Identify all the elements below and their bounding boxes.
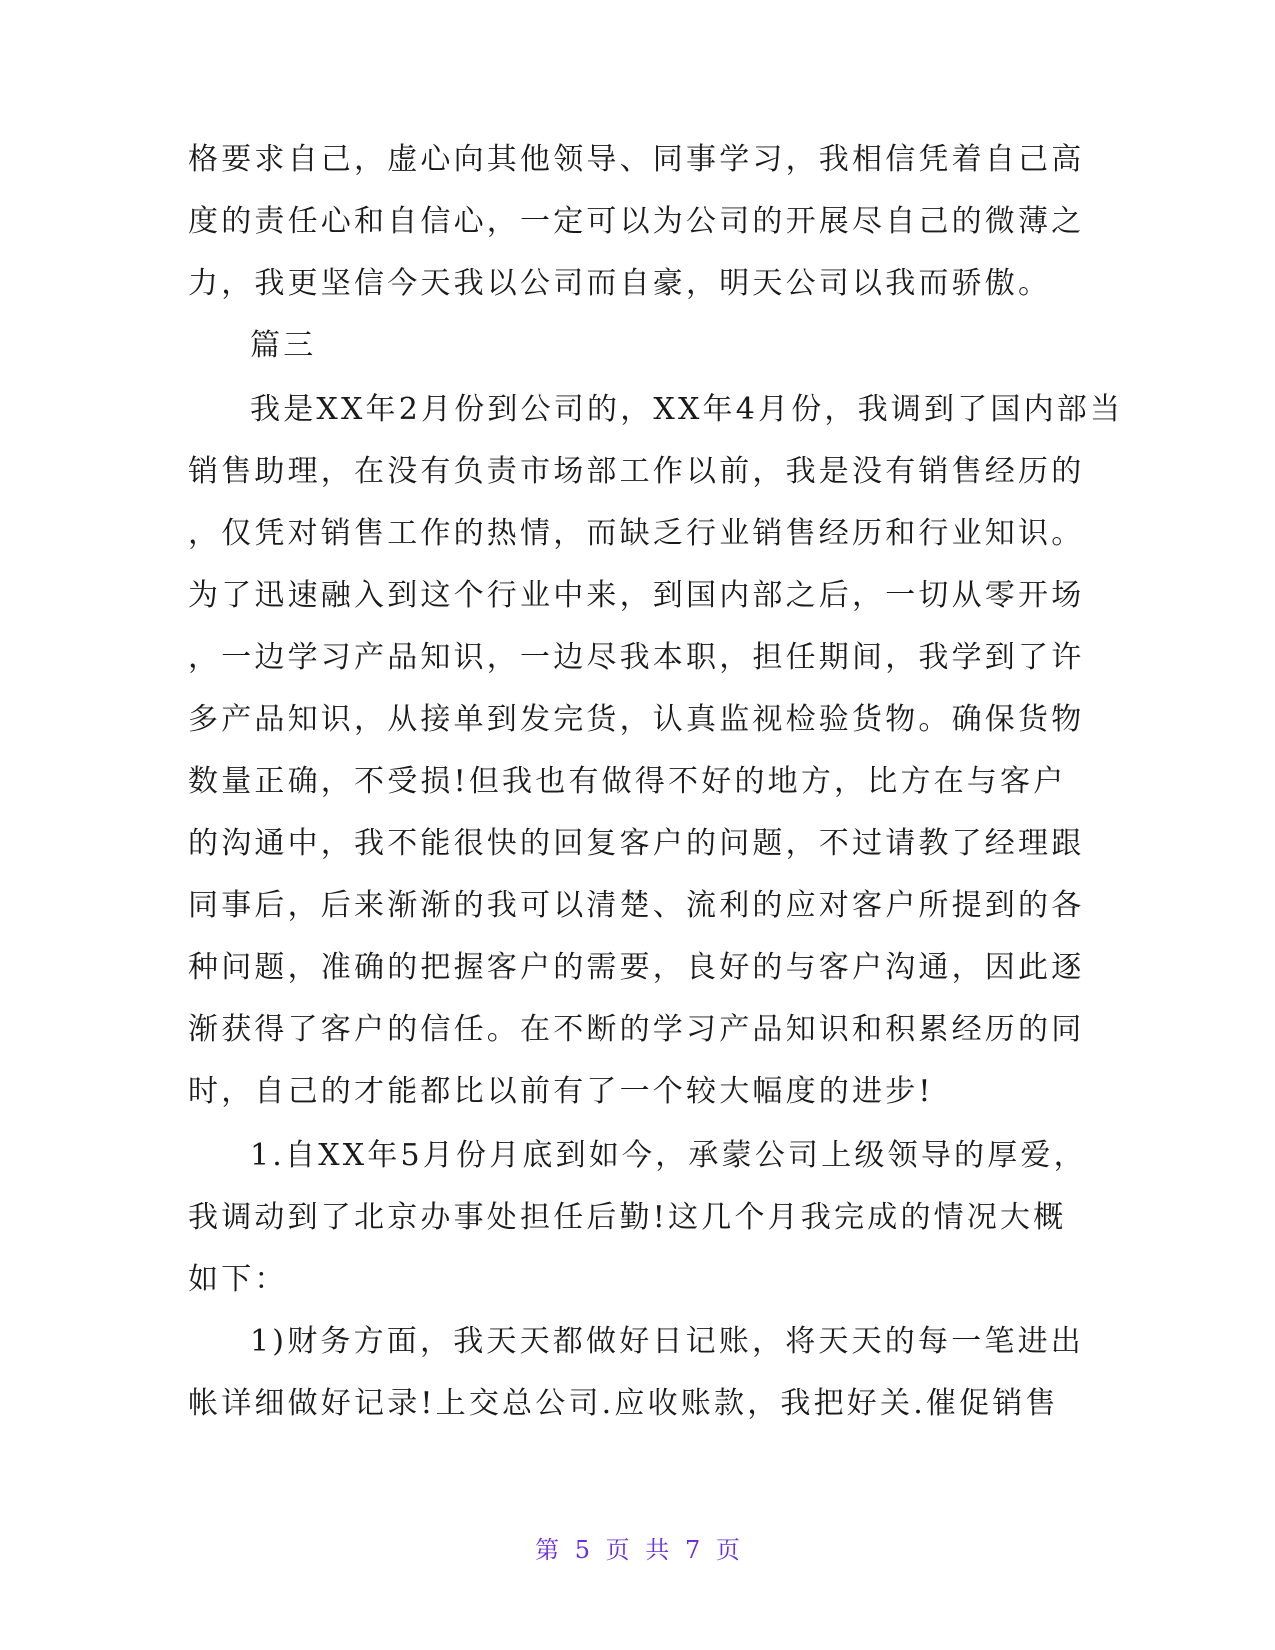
text-line: 时，自己的才能都比以前有了一个较大幅度的进步! [188, 1074, 934, 1109]
page-number-footer: 第 5 页 共 7 页 [535, 1536, 740, 1564]
text-line: 我是XX年2月份到公司的，XX年4月份，我调到了国内部当 [250, 392, 1124, 427]
text-line: 格要求自己，虚心向其他领导、同事学习，我相信凭着自己高 [188, 142, 1085, 177]
text-line: 为了迅速融入到这个行业中来，到国内部之后，一切从零开场 [188, 578, 1085, 613]
text-line: 力，我更坚信今天我以公司而自豪，明天公司以我而骄傲。 [188, 266, 1052, 301]
text-line: 种问题，准确的把握客户的需要，良好的与客户沟通，因此逐 [188, 950, 1085, 985]
text-line: 帐详细做好记录!上交总公司.应收账款，我把好关.催促销售 [188, 1386, 1059, 1421]
text-line: 如下： [188, 1262, 288, 1297]
text-line: 我调动到了北京办事处担任后勤!这几个月我完成的情况大概 [188, 1200, 1067, 1235]
text-line: 销售助理，在没有负责市场部工作以前，我是没有销售经历的 [188, 454, 1085, 489]
text-line: 数量正确，不受损!但我也有做得不好的地方，比方在与客户 [188, 764, 1067, 799]
text-line: 1.自XX年5月份月底到如今，承蒙公司上级领导的厚爱， [250, 1138, 1087, 1173]
section-heading: 篇三 [250, 328, 317, 363]
text-line: ，一边学习产品知识，一边尽我本职，担任期间，我学到了许 [188, 640, 1085, 675]
text-line: 渐获得了客户的信任。在不断的学习产品知识和积累经历的同 [188, 1012, 1085, 1047]
text-line: 度的责任心和自信心，一定可以为公司的开展尽自己的微薄之 [188, 204, 1085, 239]
text-line: 同事后，后来渐渐的我可以清楚、流利的应对客户所提到的各 [188, 888, 1085, 923]
text-line: 多产品知识，从接单到发完货，认真监视检验货物。确保货物 [188, 702, 1085, 737]
text-line: 的沟通中，我不能很快的回复客户的问题，不过请教了经理跟 [188, 826, 1085, 861]
text-line: 1)财务方面，我天天都做好日记账，将天天的每一笔进出 [250, 1324, 1084, 1359]
text-line: ，仅凭对销售工作的热情，而缺乏行业销售经历和行业知识。 [188, 516, 1085, 551]
